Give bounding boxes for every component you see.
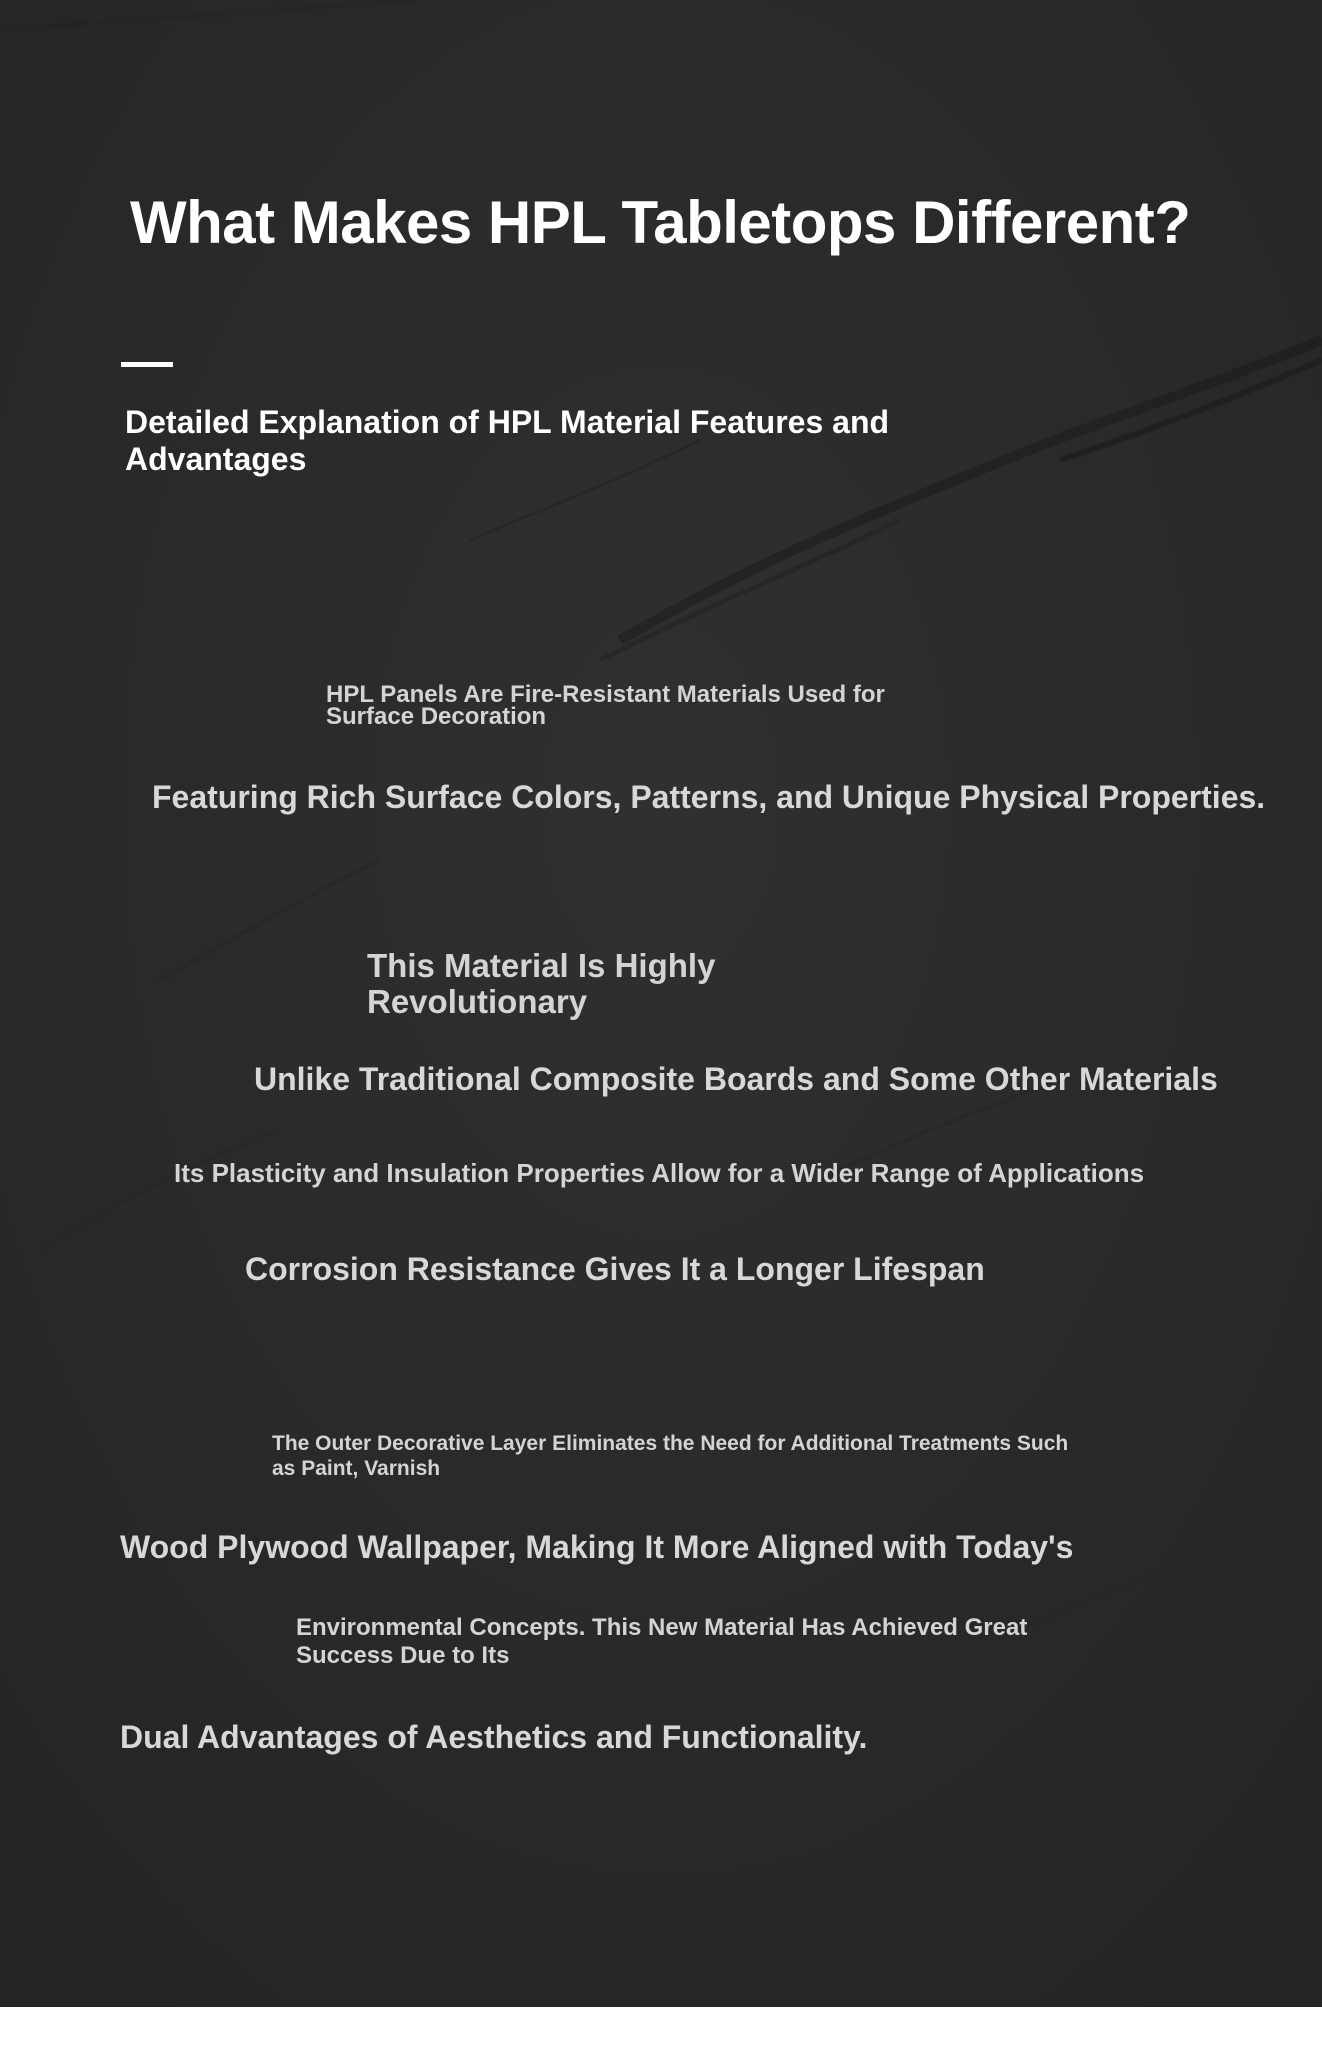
text-corrosion: Corrosion Resistance Gives It a Longer Lifespan xyxy=(245,1251,985,1287)
title-divider xyxy=(121,362,173,367)
text-environmental: Environmental Concepts. This New Material Has Achieved Great Success Due to Its xyxy=(296,1614,1028,1669)
text-unlike-traditional: Unlike Traditional Composite Boards and Some Other Materials xyxy=(254,1061,1218,1097)
text-wood-plywood: Wood Plywood Wallpaper, Making It More Aligned with Today's xyxy=(120,1529,1074,1565)
text-plasticity: Its Plasticity and Insulation Properties Allow for a Wider Range of Applications xyxy=(174,1158,1145,1188)
page-title: What Makes HPL Tabletops Different? xyxy=(130,189,1191,256)
text-outer-layer: The Outer Decorative Layer Eliminates the Need for Additional Treatments Such as Paint, Varnish xyxy=(272,1432,1069,1480)
text-fire-resistant: HPL Panels Are Fire-Resistant Materials Used for Surface Decoration xyxy=(326,681,885,730)
section-subtitle: Detailed Explanation of HPL Material Features and Advantages xyxy=(125,404,890,477)
text-dual-advantages: Dual Advantages of Aesthetics and Functionality. xyxy=(120,1719,868,1755)
text-rich-surface: Featuring Rich Surface Colors, Patterns, and Unique Physical Properties. xyxy=(152,779,1266,815)
text-revolutionary: This Material Is Highly Revolutionary xyxy=(367,947,716,1020)
